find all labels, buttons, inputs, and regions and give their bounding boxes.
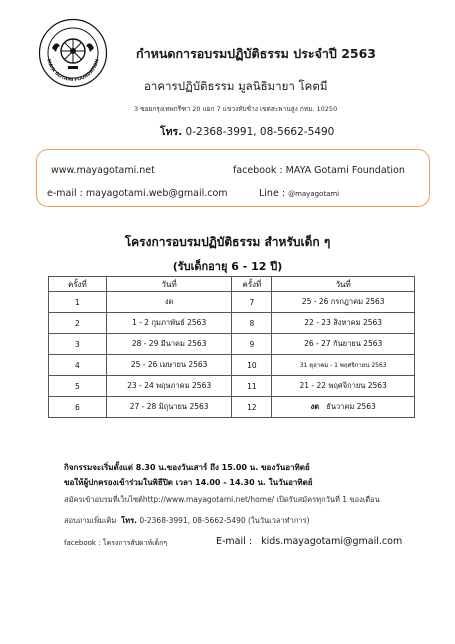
table-row <box>49 355 415 376</box>
session-date: 28 - 29 มีนาคม 2563 <box>106 334 232 355</box>
session-date: 25 - 26 กรกฎาคม 2563 <box>272 292 415 313</box>
footer-email-label: E-mail <box>216 536 246 547</box>
facebook-name[interactable]: MAYA Gotami Foundation <box>285 165 405 176</box>
footer-facebook-name[interactable]: โครงการสัปดาห์เด็กๆ <box>102 539 168 547</box>
session-number: 3 <box>49 334 107 355</box>
logo-text: MAYA GOTAMI FOUNDATION <box>45 58 101 84</box>
session-date: 26 - 27 กันยายน 2563 <box>272 334 415 355</box>
col-header-date: วันที่ <box>106 277 232 292</box>
email-address[interactable]: mayagotami.web@gmail.com <box>85 188 228 199</box>
contact-box <box>36 149 430 207</box>
address: 3 ซอยกรุงเทพกรีฑา 20 แยก 7 แขวงทับช้าง เขตสะพานสูง กทม. 10250 <box>134 105 338 113</box>
session-number: 2 <box>49 313 107 334</box>
website-link[interactable]: www.mayagotami.net <box>51 165 155 176</box>
inquiry-phone-label: โทร. <box>121 516 138 525</box>
schedule-table <box>48 276 415 418</box>
table-row <box>49 397 415 418</box>
col-header-session: ครั้งที่ <box>232 277 272 292</box>
table-header-row <box>49 277 415 292</box>
session-date: 1 - 2 กุมภาพันธ์ 2563 <box>106 313 232 334</box>
session-date: 23 - 24 พฤษภาคม 2563 <box>106 376 232 397</box>
header-phone <box>160 123 334 140</box>
page-title: กำหนดการอบรมปฏิบัติธรรม ประจำปี 2563 <box>136 46 376 61</box>
session-date: 21 - 22 พฤศจิกายน 2563 <box>272 376 415 397</box>
header-phone-number: 0-2368-3991, 08-5662-5490 <box>185 126 335 138</box>
footer-email: E-mail : kids.mayagotami@gmail.com <box>216 536 403 547</box>
facebook-contact: facebook : MAYA Gotami Foundation <box>233 165 405 176</box>
closing-ceremony-note: ขอให้ผู้ปกครองเข้าร่วมในพิธีปิด เวลา 14.00 - 14.30 น. ในวันอาทิตย์ <box>64 478 313 487</box>
facebook-label: facebook <box>233 165 277 176</box>
session-date <box>272 397 415 418</box>
table-row <box>49 313 415 334</box>
footer-facebook-label: facebook <box>64 539 96 547</box>
line-contact: Line : @mayagotami <box>259 188 340 199</box>
header-phone-label: โทร. <box>160 126 183 138</box>
session-number: 6 <box>49 397 107 418</box>
table-row <box>49 334 415 355</box>
session-number: 8 <box>232 313 272 334</box>
session-number: 1 <box>49 292 107 313</box>
session-date: 27 - 28 มิถุนายน 2563 <box>106 397 232 418</box>
session-date: 22 - 23 สิงหาคม 2563 <box>272 313 415 334</box>
program-subtitle: (รับเด็กอายุ 6 - 12 ปี) <box>172 260 283 273</box>
program-title: โครงการอบรมปฏิบัติธรรม สำหรับเด็ก ๆ <box>124 235 331 249</box>
session-number: 4 <box>49 355 107 376</box>
line-label: Line <box>259 188 279 199</box>
session-number: 5 <box>49 376 107 397</box>
table-row <box>49 292 415 313</box>
session-cancelled-label: งด <box>310 402 320 411</box>
col-header-date: วันที่ <box>272 277 415 292</box>
foundation-logo-icon <box>38 18 108 88</box>
registration-note: สมัครเข้าอบรมที่เว็บไซต์http://www.mayagotami.net/home/ เปิดรับสมัครทุกวันที่ 1 ของเดือน <box>64 495 380 504</box>
inquiry-label: สอบถามเพิ่มเติม <box>64 516 117 525</box>
inquiry-note <box>64 515 310 527</box>
session-number: 12 <box>232 397 272 418</box>
session-date: 25 - 26 เมษายน 2563 <box>106 355 232 376</box>
session-date-text: ธันวาคม 2563 <box>326 402 376 411</box>
session-number: 9 <box>232 334 272 355</box>
inquiry-phone: 0-2368-3991, 08-5662-5490 (ในวันเวลาทำการ) <box>139 516 310 525</box>
session-number: 7 <box>232 292 272 313</box>
table-row <box>49 376 415 397</box>
activity-time-note: กิจกรรมจะเริ่มตั้งแต่ 8.30 น.ของวันเสาร์ ถึง 15.00 น. ของวันอาทิตย์ <box>64 463 310 472</box>
footer-facebook: facebook : โครงการสัปดาห์เด็กๆ <box>64 539 168 547</box>
organization-name: อาคารปฏิบัติธรรม มูลนิธิมายา โคตมี <box>144 79 328 93</box>
session-date: 31 ตุลาคม - 1 พฤศจิกายน 2563 <box>272 355 415 376</box>
col-header-session: ครั้งที่ <box>49 277 107 292</box>
footer-email-address[interactable]: kids.mayagotami@gmail.com <box>261 536 403 547</box>
email-label: e-mail <box>47 188 77 199</box>
session-number: 10 <box>232 355 272 376</box>
session-date: งด <box>106 292 232 313</box>
line-id[interactable]: @mayagotami <box>288 190 340 198</box>
session-number: 11 <box>232 376 272 397</box>
email-contact: e-mail : mayagotami.web@gmail.com <box>47 188 228 199</box>
